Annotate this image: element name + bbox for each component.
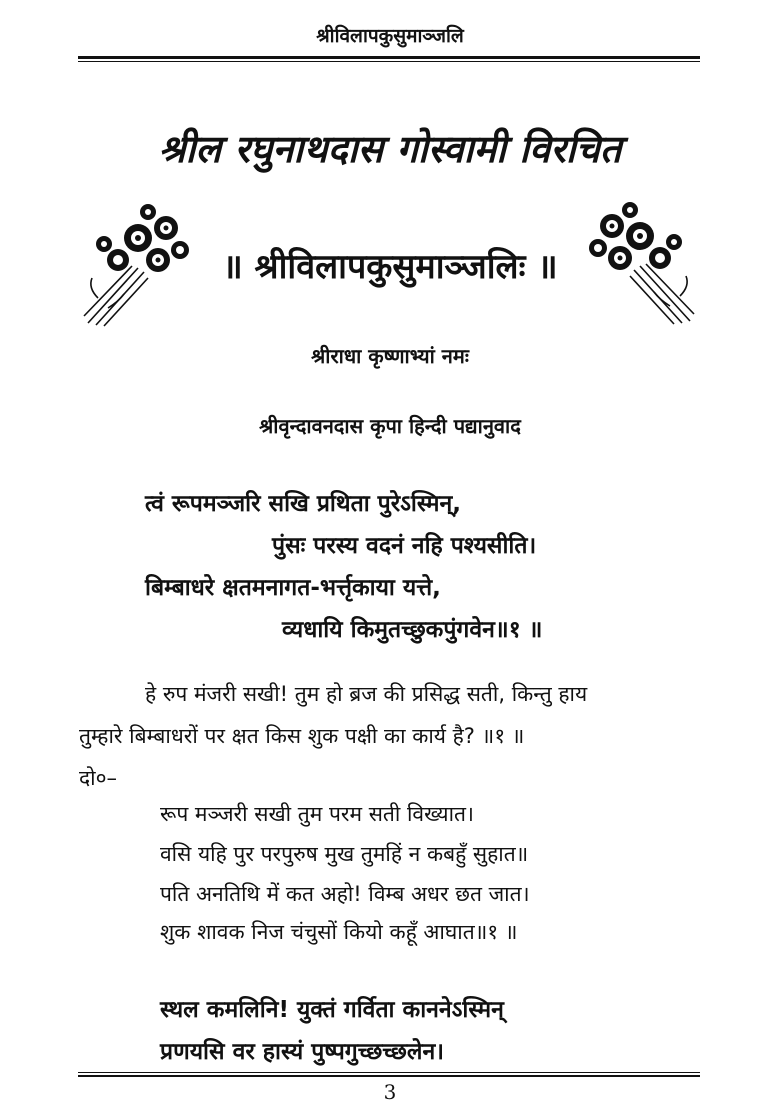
doha-line: शुक शावक निज चंचुसों कियो कहूँ आघात॥१ ॥	[160, 920, 518, 944]
work-title: ॥ श्रीविलापकुसुमाञ्जलिः ॥	[222, 247, 558, 287]
header-rule-thick	[78, 56, 700, 59]
footer-rule-thick	[78, 1075, 700, 1077]
doha-label: दो०–	[79, 766, 118, 790]
verse-line: बिम्बाधरे क्षतमनागत-भर्त्तृकाया यत्ते,	[145, 575, 441, 601]
prose-line: हे रुप मंजरी सखी! तुम हो ब्रज की प्रसिद्ध सती, किन्तु हाय	[145, 682, 588, 706]
author-line: श्रील रघुनाथदास गोस्वामी विरचित	[158, 127, 622, 171]
doha-line: पति अनतिथि में कत अहो! विम्ब अधर छत जात।	[160, 882, 530, 906]
translation-credit: श्रीवृन्दावनदास कृपा हिन्दी पद्यानुवाद	[259, 414, 521, 438]
footer-rule-thin	[78, 1072, 700, 1073]
invocation-line: श्रीराधा कृष्णाभ्यां नमः	[311, 344, 469, 368]
running-header: श्रीविलापकुसुमाञ्जलि	[316, 25, 464, 47]
doha-line: रूप मञ्जरी सखी तुम परम सती विख्यात।	[160, 802, 474, 826]
verse-line: स्थल कमलिनि! युक्तं गर्विता काननेऽस्मिन्	[160, 997, 504, 1023]
verse-line: व्यधायि किमुतच्छुकपुंगवेन॥१ ॥	[282, 617, 543, 643]
verse-line: त्वं रूपमञ्जरि सखि प्रथिता पुरेऽस्मिन्,	[145, 491, 462, 517]
doha-line: वसि यहि पुर परपुरुष मुख तुमहिं न कबहुँ सुहात॥	[160, 842, 529, 866]
verse-line: प्रणयसि वर हास्यं पुष्पगुच्छच्छलेन।	[160, 1039, 444, 1065]
header-rule-thin	[78, 61, 700, 62]
page-number: 3	[383, 1080, 397, 1104]
prose-line: तुम्हारे बिम्बाधरों पर क्षत किस शुक पक्षी का कार्य है? ॥१ ॥	[79, 724, 525, 748]
verse-line: पुंसः परस्य वदनं नहि पश्यसीति।	[272, 533, 537, 559]
